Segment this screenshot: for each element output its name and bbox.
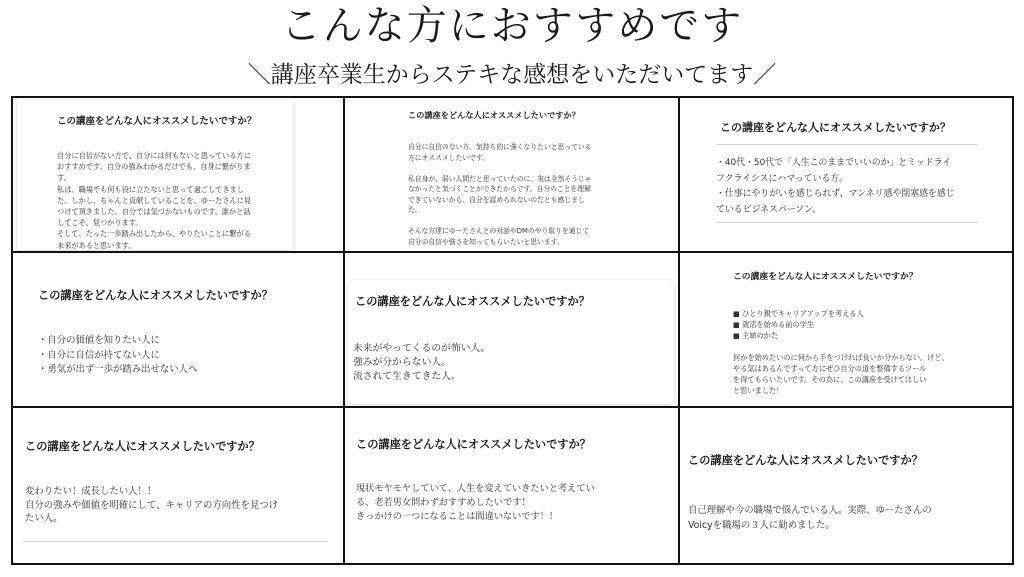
testimonial-answer: 自分に自信のない方、気持ち的に強くなりたいと思っている 方にオススメしたいです。 私自身が、弱い人間だと思っていたのに、実は全然そうじゃ なかったと気づくことができたからです。自分のことを理解 できていないから、自分を認められないのだとも感じまし た。 そんな方達にゆーたさんとの対話やDMのやり取りを通じて 自分の自信や強さを知ってもらいたいと思います。 <box>408 143 592 246</box>
testimonial-card <box>345 408 678 561</box>
testimonial-question: この講座をどんな人にオススメしたいですか？ <box>25 440 260 453</box>
testimonial-question: この講座をどんな人にオススメしたいですか？ <box>356 438 591 451</box>
testimonial-cell <box>680 253 1012 408</box>
testimonial-answer: ・自分の価値を知りたい人に ・自分に自信が持てない人に ・勇気が出ず一歩が踏み出せない人へ <box>38 335 198 375</box>
testimonial-question: この講座をどんな人にオススメしたいですか？ <box>688 454 923 467</box>
testimonial-answer: 自分に自信がない方で、自分には何もないと思っている方に おすすめです。自分の強みわかるだけでも、自身に繋がりま す。 私は、職場でも何も役に立たないと思って過ごしてきまし た。しかし、ちゃんと貢献していることを、ゆーたさんに見 つけて頂きました。自分では気づかないものです。誰かと話 してこそ、見つかります。 そして、たった一歩踏み出したから、やりたいことに繋がる 未来があると思います。 <box>57 151 252 250</box>
testimonial-answer: 変わりたい！成長したい人！！ 自分の強みや価値を明確にして、キャリアの方向性を見つけ たい人。 <box>25 486 278 524</box>
testimonial-answer: 未来がやってくるのが怖い人。 強みが分からない人。 流されて生きてきた人。 <box>353 343 491 382</box>
card-divider <box>23 541 328 542</box>
testimonial-card <box>13 253 343 406</box>
testimonial-question: この講座をどんな人にオススメしたいですか？ <box>733 272 918 282</box>
testimonial-question: この講座をどんな人にオススメしたいですか？ <box>57 116 257 127</box>
testimonial-question: この講座をどんな人にオススメしたいですか？ <box>408 110 580 120</box>
testimonial-cell <box>13 253 345 408</box>
testimonial-answer: ■ ひとり親でキャリアアップを考える人 ■ 就活を始める前の学生 ■ 主婦のかた 何かを始めたいのに何から手をつければ良いか分からない。けど、 やる気はあるんですって方にぜひ自分の道を整備するツール を得てもらいたいです。その為に、この講座を受けてほしい と思いました！ <box>733 309 949 395</box>
testimonial-cell <box>345 253 680 408</box>
testimonial-card <box>345 98 678 251</box>
page-subtitle: ＼講座卒業生からステキな感想をいただいてます／ <box>247 62 777 88</box>
testimonial-answer: 現状モヤモヤしていて、人生を変えていきたいと考えてい る、老若男女問わずおすすめしたいです！ きっかけの一つになることは間違いないです！！ <box>356 483 595 522</box>
testimonial-cell <box>345 408 680 563</box>
testimonial-answer: 自己理解や今の職場で悩んでいる人。実際、ゆーたさんの Voicyを職場の３人に勧めました。 <box>688 505 932 531</box>
testimonial-cell <box>13 408 345 563</box>
testimonial-card <box>680 98 1012 251</box>
card-divider <box>716 222 978 223</box>
testimonial-cell <box>13 98 345 253</box>
testimonial-card <box>13 408 343 561</box>
card-divider <box>716 144 978 145</box>
testimonial-grid <box>11 96 1014 565</box>
testimonial-card <box>680 253 1012 406</box>
testimonial-cell <box>345 98 680 253</box>
testimonial-cell <box>680 408 1012 563</box>
testimonial-question: この講座をどんな人にオススメしたいですか？ <box>38 289 273 302</box>
testimonial-question: この講座をどんな人にオススメしたいですか？ <box>355 295 590 308</box>
testimonial-card <box>680 408 1012 561</box>
testimonial-answer: ・40代・50代で「人生このままでいいのか」とミッドライ フクライシスにハマっている方。 ・仕事にやりがいを感じられず、マンネリ感や閉塞感を感じ ているビジネスパーソン。 <box>716 158 955 215</box>
testimonial-card <box>348 280 674 404</box>
testimonial-cell <box>680 98 1012 253</box>
testimonial-question: この講座をどんな人にオススメしたいですか？ <box>720 121 951 134</box>
page-title: こんな方におすすめです <box>280 3 744 49</box>
testimonial-card <box>17 100 293 250</box>
